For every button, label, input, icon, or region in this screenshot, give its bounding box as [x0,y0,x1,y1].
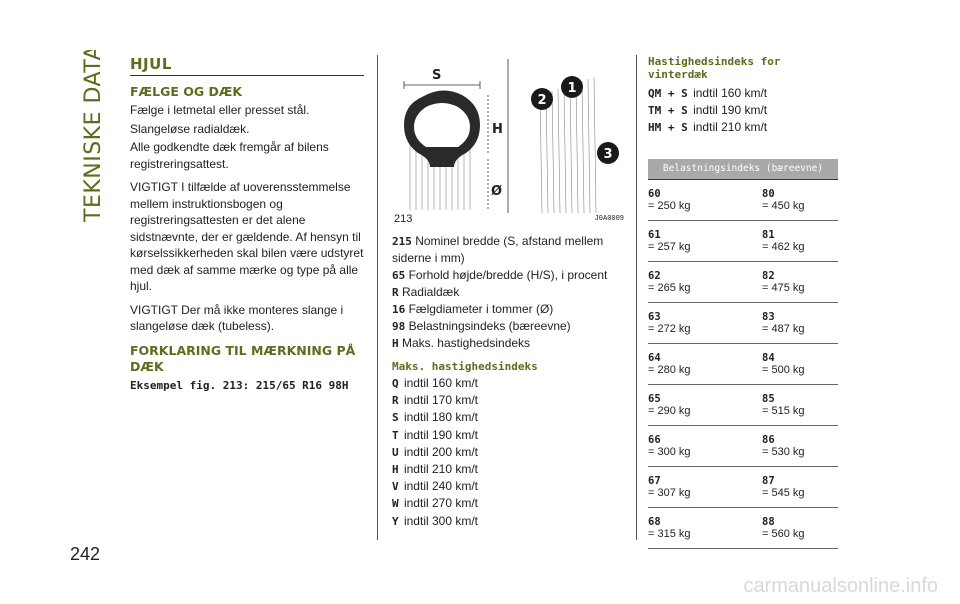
table-cell: 86 = 530 kg [762,426,838,467]
table-cell: 60 = 250 kg [648,180,762,221]
table-cell: 88 = 560 kg [762,508,838,549]
subsection-tire-marking: FORKLARING TIL MÆRKNING PÅ DÆK [130,342,356,374]
legend-row: R Radialdæk [392,285,460,299]
table-cell: 87 = 545 kg [762,467,838,508]
paragraph-approved: Alle godkendte dæk fremgår af bilens registreringsattest. [130,140,329,171]
figure-number: 213 [394,213,413,225]
load-index-header: Belastningsindeks (bæreevne) [648,159,838,180]
label-diameter: Ø [491,184,503,199]
legend-row: 65 Forhold højde/bredde (H/S), i procent [392,268,608,282]
speed-row: T indtil 190 km/t [392,427,479,442]
paragraph-important-1: VIGTIGT I tilfælde af uoverensstemmelse mellem instruktionsbogen og registreringsattesten er det alene sidstnævnte, der er gældende. Af hensyn til kørselssikkerheden skal bilen være udstyret med dæk af samme mærke og type på alle hjul. [130,180,364,293]
column-figure-legend [392,55,624,530]
speed-row: Q indtil 160 km/t [392,376,479,390]
paragraph-important-2: VIGTIGT Der må ikke monteres slange i slangeløse dæk (tubeless). [130,302,344,333]
subsection-rims-tires: FÆLGE OG DÆK [130,84,243,99]
legend-row: 16 Fælgdiameter i tommer (Ø) [392,302,554,316]
figure-code: J0A0009 [594,215,624,223]
table-cell: 80 = 450 kg [762,180,838,221]
callout-3: 3 [603,147,613,162]
winter-row: HM + S indtil 210 km/t [648,120,768,135]
speed-row: H indtil 210 km/t [392,462,479,477]
speed-row: S indtil 180 km/t [392,410,479,425]
load-index-table [648,180,838,549]
speed-row: R indtil 170 km/t [392,393,479,408]
table-cell: 61 = 257 kg [648,221,762,262]
table-cell: 62 = 265 kg [648,262,762,303]
speed-row: U indtil 200 km/t [392,444,479,459]
section-title: HJUL [130,55,364,76]
table-cell: 82 = 475 kg [762,262,838,303]
column-wheels [130,55,364,392]
table-cell: 83 = 487 kg [762,303,838,344]
max-speed-heading: Maks. hastighedsindeks [392,360,538,373]
legend-row: H Maks. hastighedsindeks [392,336,531,350]
column-divider-2 [636,55,637,540]
callout-2: 2 [537,93,547,108]
table-cell: 64 = 280 kg [648,344,762,385]
tire-figure [392,55,624,227]
figure-caption [392,213,624,227]
table-cell: 63 = 272 kg [648,303,762,344]
section-side-tab-label: TEKNISKE DATA [81,50,106,222]
winter-row: TM + S indtil 190 km/t [648,103,768,118]
table-cell: 67 = 307 kg [648,467,762,508]
page-number: 242 [70,544,101,564]
tire-diagram [392,55,624,213]
label-s: S [432,68,442,83]
max-speed-list [392,375,624,530]
column-divider-1 [377,55,378,540]
marking-legend [392,233,624,352]
table-cell: 68 = 315 kg [648,508,762,549]
speed-row: V indtil 240 km/t [392,479,479,494]
winter-row: QM + S indtil 160 km/t [648,86,768,100]
table-cell: 84 = 500 kg [762,344,838,385]
paragraph-rims: Fælge i letmetal eller presset stål. [130,103,310,117]
legend-row: 98 Belastningsindeks (bæreevne) [392,319,571,333]
example-heading: Eksempel fig. 213: 215/65 R16 98H [130,378,349,392]
table-cell: 81 = 462 kg [762,221,838,262]
paragraph-radial: Slangeløse radialdæk. [130,121,250,136]
section-side-tab [70,50,110,230]
table-cell: 66 = 300 kg [648,426,762,467]
table-cell: 65 = 290 kg [648,385,762,426]
column-indexes [648,55,838,549]
label-h: H [492,122,503,137]
speed-row: Y indtil 300 km/t [392,513,479,528]
watermark: carmanualsonline.info [743,575,938,597]
legend-row: 215 Nominel bredde (S, afstand mellem siderne i mm) [392,234,604,265]
winter-list [648,85,838,137]
speed-row: W indtil 270 km/t [392,496,479,511]
callout-1: 1 [567,81,577,96]
table-cell: 85 = 515 kg [762,385,838,426]
winter-heading: Hastighedsindeks for vinterdæk [648,55,781,81]
